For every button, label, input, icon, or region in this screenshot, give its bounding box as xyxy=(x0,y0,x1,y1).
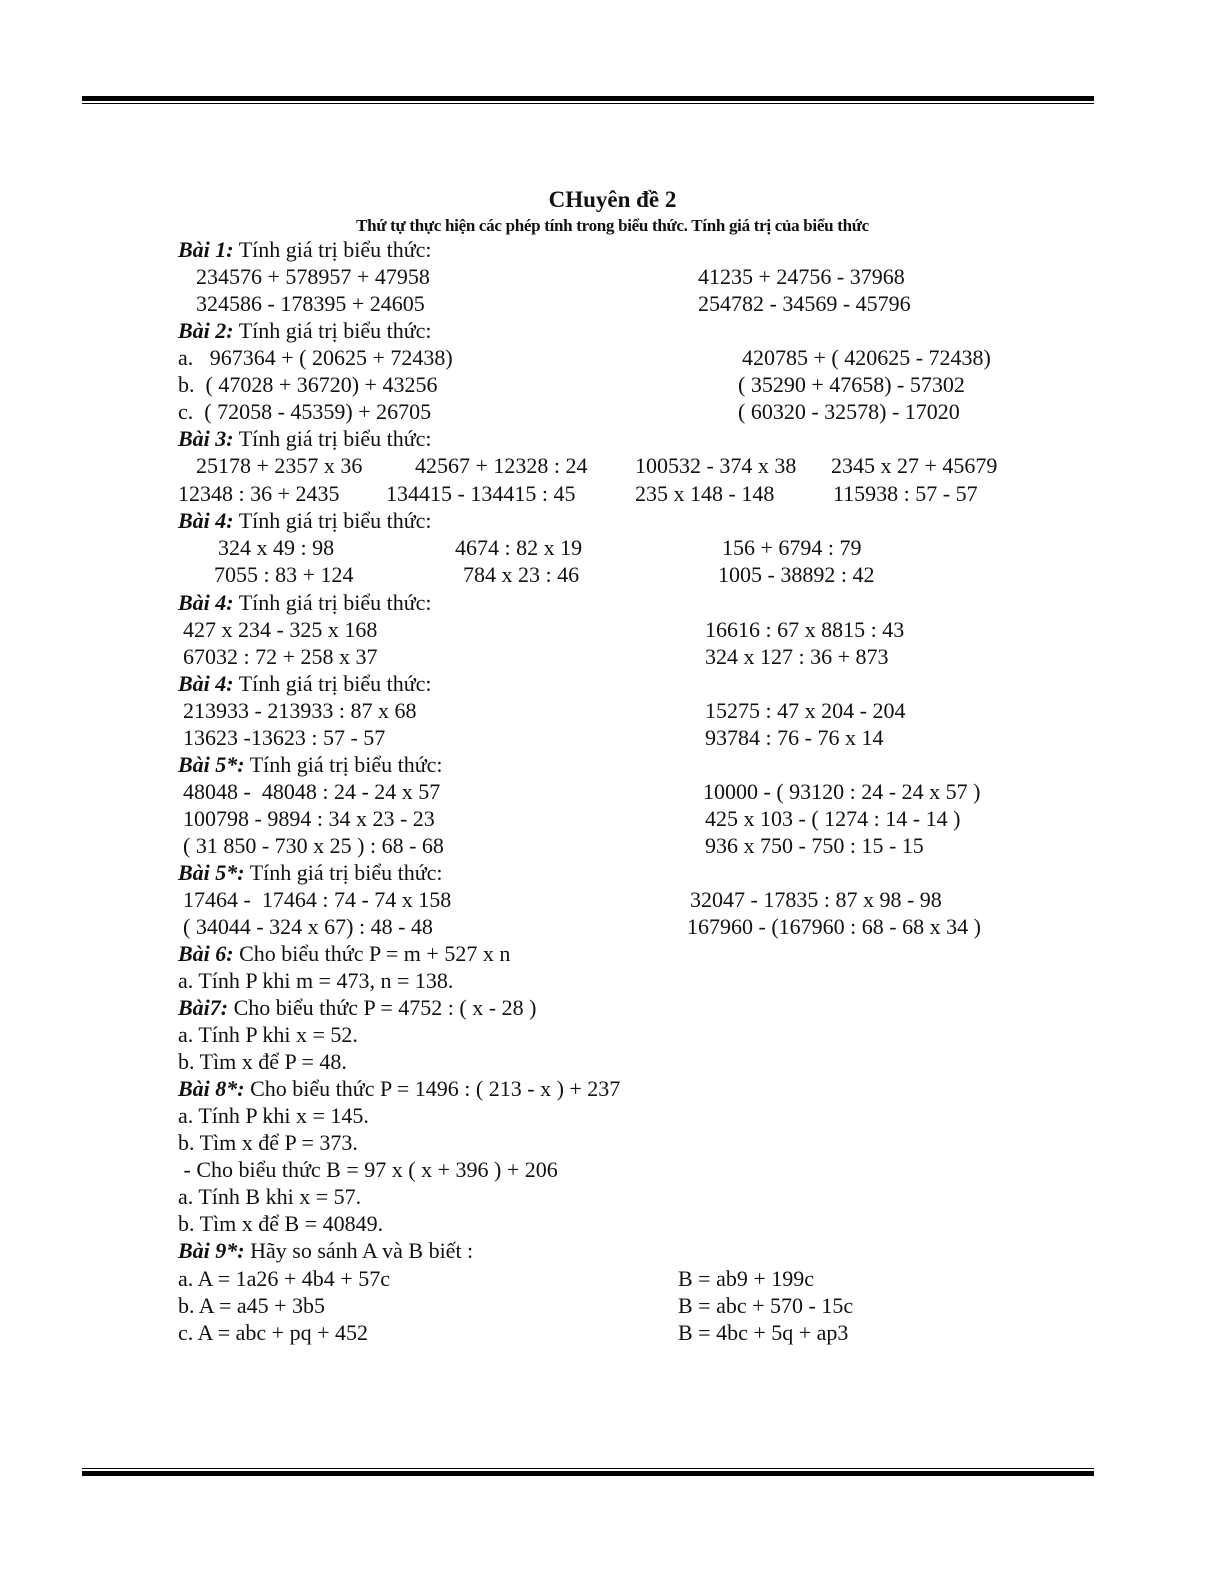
expression: a. A = 1a26 + 4b4 + 57c xyxy=(178,1266,390,1291)
expression: 156 + 6794 : 79 xyxy=(722,535,862,560)
exercise-heading xyxy=(178,318,432,344)
expression: 42567 + 12328 : 24 xyxy=(415,453,588,478)
expression: 936 x 750 - 750 : 15 - 15 xyxy=(705,833,924,858)
expression: ( 35290 + 47658) - 57302 xyxy=(738,372,965,397)
expression: 10000 - ( 93120 : 24 - 24 x 57 ) xyxy=(703,779,981,804)
exercise-heading xyxy=(178,237,432,263)
expression: 115938 : 57 - 57 xyxy=(833,481,978,506)
expression: 425 x 103 - ( 1274 : 14 - 14 ) xyxy=(705,806,961,831)
exercise-text: Tính giá trị biểu thức: xyxy=(244,860,443,885)
expression: ( 60320 - 32578) - 17020 xyxy=(738,399,960,424)
expression: 41235 + 24756 - 37968 xyxy=(698,264,905,289)
question-line: a. Tính P khi x = 145. xyxy=(178,1103,369,1128)
expression: 100798 - 9894 : 34 x 23 - 23 xyxy=(183,806,435,831)
question-line: a. Tính P khi x = 52. xyxy=(178,1022,358,1047)
expression: 784 x 23 : 46 xyxy=(463,562,580,587)
question-line: - Cho biểu thức B = 97 x ( x + 396 ) + 206 xyxy=(178,1157,558,1182)
expression: 324 x 127 : 36 + 873 xyxy=(705,644,889,669)
expression: 420785 + ( 420625 - 72438) xyxy=(742,345,991,370)
expression: b. ( 47028 + 36720) + 43256 xyxy=(178,372,438,397)
expression: 2345 x 27 + 45679 xyxy=(831,453,998,478)
exercise-heading xyxy=(178,1076,620,1102)
exercise-heading xyxy=(178,1238,473,1264)
exercise-text: Tính giá trị biểu thức: xyxy=(233,318,432,343)
footer-rule-thin xyxy=(82,1468,1094,1469)
exercise-text: Tính giá trị biểu thức: xyxy=(233,590,432,615)
exercise-label: Bài 2: xyxy=(178,318,234,343)
exercise-label: Bài7: xyxy=(178,995,229,1020)
expression: 32047 - 17835 : 87 x 98 - 98 xyxy=(690,887,942,912)
header-rule-thick xyxy=(82,96,1094,101)
exercise-heading xyxy=(178,941,510,967)
expression: B = abc + 570 - 15c xyxy=(678,1293,854,1318)
exercise-heading xyxy=(178,995,536,1021)
expression: B = 4bc + 5q + ap3 xyxy=(678,1320,849,1345)
exercise-label: Bài 4: xyxy=(178,508,234,533)
page-title: CHuyên đề 2 xyxy=(548,187,677,212)
expression: 7055 : 83 + 124 xyxy=(214,562,354,587)
exercise-label: Bài 4: xyxy=(178,671,234,696)
expression: a. 967364 + ( 20625 + 72438) xyxy=(178,345,453,370)
exercise-label: Bài 8*: xyxy=(178,1076,245,1101)
exercise-heading xyxy=(178,508,432,534)
expression: 67032 : 72 + 258 x 37 xyxy=(183,644,378,669)
exercise-heading xyxy=(178,426,432,452)
exercise-text: Tính giá trị biểu thức: xyxy=(233,671,432,696)
expression: 12348 : 36 + 2435 xyxy=(178,481,340,506)
question-line: a. Tính B khi x = 57. xyxy=(178,1184,362,1209)
header-rule-thin xyxy=(82,103,1094,104)
exercise-heading xyxy=(178,671,432,697)
expression: 324586 - 178395 + 24605 xyxy=(196,291,425,316)
question-line: b. Tìm x để P = 373. xyxy=(178,1130,358,1155)
expression: 235 x 148 - 148 xyxy=(635,481,775,506)
exercise-label: Bài 9*: xyxy=(178,1238,245,1263)
expression: 48048 - 48048 : 24 - 24 x 57 xyxy=(183,779,441,804)
exercise-label: Bài 5*: xyxy=(178,860,245,885)
exercise-heading xyxy=(178,860,443,886)
expression: 93784 : 76 - 76 x 14 xyxy=(705,725,884,750)
expression: 427 x 234 - 325 x 168 xyxy=(183,617,378,642)
expression: 100532 - 374 x 38 xyxy=(635,453,797,478)
exercise-text: Tính giá trị biểu thức: xyxy=(233,237,432,262)
expression: c. ( 72058 - 45359) + 26705 xyxy=(178,399,432,424)
exercise-label: Bài 4: xyxy=(178,590,234,615)
footer-rule-thick xyxy=(82,1471,1094,1476)
exercise-label: Bài 5*: xyxy=(178,752,245,777)
expression: 134415 - 134415 : 45 xyxy=(386,481,576,506)
expression: 17464 - 17464 : 74 - 74 x 158 xyxy=(183,887,452,912)
exercise-text: Tính giá trị biểu thức: xyxy=(233,508,432,533)
expression: 16616 : 67 x 8815 : 43 xyxy=(705,617,905,642)
exercise-text: Hãy so sánh A và B biết : xyxy=(244,1238,474,1263)
exercise-text: Cho biểu thức P = 1496 : ( 213 - x ) + 237 xyxy=(244,1076,621,1101)
expression: c. A = abc + pq + 452 xyxy=(178,1320,368,1345)
expression: 324 x 49 : 98 xyxy=(218,535,335,560)
question-line: a. Tính P khi m = 473, n = 138. xyxy=(178,968,454,993)
page-subtitle: Thứ tự thực hiện các phép tính trong biểu thức. Tính giá trị của biểu thức xyxy=(356,216,869,235)
exercise-heading xyxy=(178,752,443,778)
expression: 254782 - 34569 - 45796 xyxy=(698,291,911,316)
exercise-label: Bài 3: xyxy=(178,426,234,451)
expression: ( 34044 - 324 x 67) : 48 - 48 xyxy=(183,914,433,939)
exercise-label: Bài 1: xyxy=(178,237,234,262)
exercise-text: Tính giá trị biểu thức: xyxy=(244,752,443,777)
expression: 15275 : 47 x 204 - 204 xyxy=(705,698,906,723)
exercise-text: Tính giá trị biểu thức: xyxy=(233,426,432,451)
question-line: b. Tìm x để B = 40849. xyxy=(178,1211,384,1236)
expression: 167960 - (167960 : 68 - 68 x 34 ) xyxy=(687,914,981,939)
expression: 4674 : 82 x 19 xyxy=(455,535,583,560)
question-line: b. Tìm x để P = 48. xyxy=(178,1049,347,1074)
expression: 1005 - 38892 : 42 xyxy=(718,562,875,587)
expression: 25178 + 2357 x 36 xyxy=(196,453,363,478)
exercise-text: Cho biểu thức P = 4752 : ( x - 28 ) xyxy=(228,995,537,1020)
expression: 213933 - 213933 : 87 x 68 xyxy=(183,698,417,723)
exercise-label: Bài 6: xyxy=(178,941,234,966)
exercise-heading xyxy=(178,590,432,616)
exercise-text: Cho biểu thức P = m + 527 x n xyxy=(233,941,511,966)
expression: ( 31 850 - 730 x 25 ) : 68 - 68 xyxy=(183,833,444,858)
expression: 13623 -13623 : 57 - 57 xyxy=(183,725,386,750)
expression: B = ab9 + 199c xyxy=(678,1266,815,1291)
expression: 234576 + 578957 + 47958 xyxy=(196,264,430,289)
expression: b. A = a45 + 3b5 xyxy=(178,1293,326,1318)
